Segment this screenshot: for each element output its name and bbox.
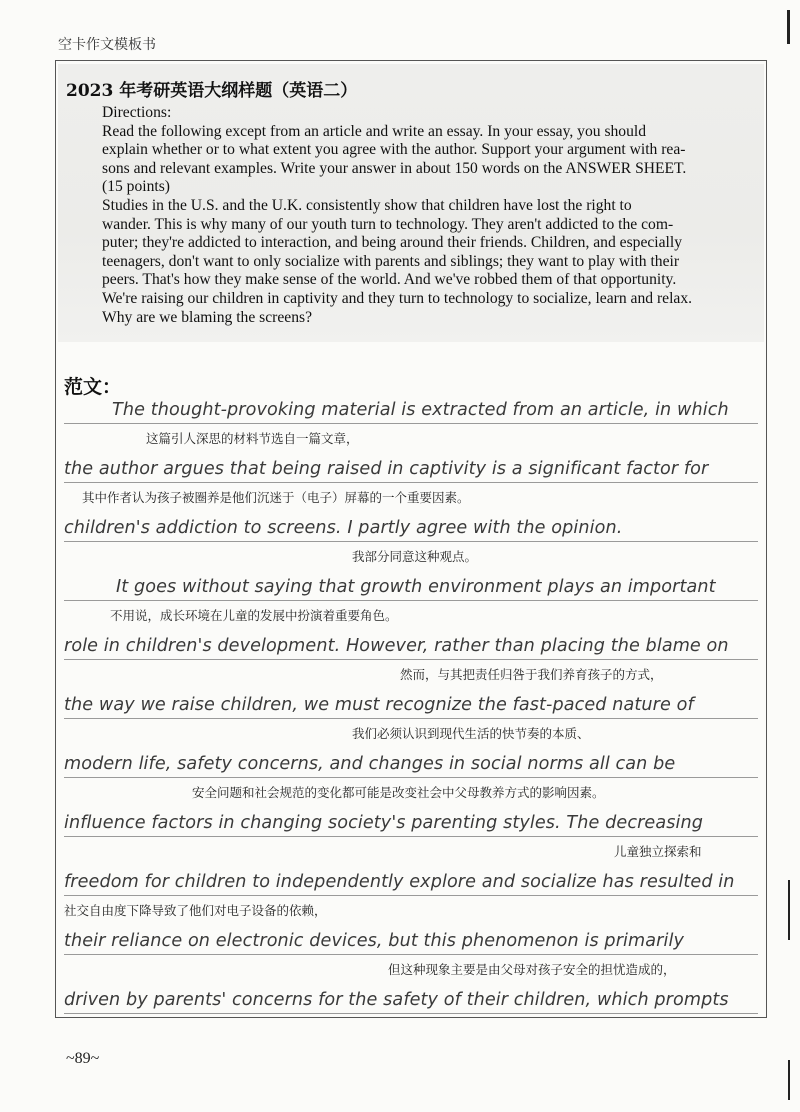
essay-line-en: the author argues that being raised in captivity is a significant factor for bbox=[64, 459, 709, 479]
writing-rule bbox=[64, 836, 758, 837]
scan-edge-mark bbox=[787, 10, 790, 44]
directions-line: Read the following except from an article and write an essay. In your essay, you should bbox=[102, 122, 647, 140]
passage-line: puter; they're addicted to interaction, and being around their friends. Children, and especially bbox=[102, 234, 683, 252]
writing-rule bbox=[64, 600, 758, 601]
essay-line-en: freedom for children to independently explore and socialize has resulted in bbox=[64, 872, 735, 892]
writing-rule bbox=[64, 1013, 758, 1014]
essay-line-en: children's addiction to screens. I partly agree with the opinion. bbox=[64, 518, 623, 538]
essay-line-cn: 其中作者认为孩子被圈养是他们沉迷于（电子）屏幕的一个重要因素。 bbox=[82, 490, 470, 505]
passage-line: teenagers, don't want to only socialize with parents and siblings; they want to play with their bbox=[102, 252, 680, 270]
essay-line-cn: 社交自由度下降导致了他们对电子设备的依赖， bbox=[64, 903, 327, 918]
essay-line-cn: 然而，与其把责任归咎于我们养育孩子的方式， bbox=[400, 667, 663, 682]
essay-heading: 范文： bbox=[64, 376, 122, 398]
essay-line-cn: 我部分同意这种观点。 bbox=[352, 549, 478, 564]
directions-line: (15 points) bbox=[102, 178, 171, 196]
essay-line-en: the way we raise children, we must recognize the fast-paced nature of bbox=[64, 695, 694, 715]
passage-line: Why are we blaming the screens? bbox=[102, 308, 312, 326]
essay-line-en: influence factors in changing society's parenting styles. The decreasing bbox=[64, 813, 704, 833]
essay-line-cn: 这篇引人深思的材料节选自一篇文章， bbox=[146, 431, 359, 446]
essay-line-en: their reliance on electronic devices, but this phenomenon is primarily bbox=[64, 931, 684, 951]
writing-rule bbox=[64, 423, 758, 424]
directions-line: explain whether or to what extent you agree with the author. Support your argument with rea- bbox=[102, 141, 686, 159]
passage-line: Studies in the U.S. and the U.K. consistently show that children have lost the right to bbox=[102, 196, 632, 214]
writing-rule bbox=[64, 777, 758, 778]
essay-line-en: The thought-provoking material is extracted from an article, in which bbox=[112, 400, 729, 420]
writing-rule bbox=[64, 659, 758, 660]
passage-line: We're raising our children in captivity and they turn to technology to socialize, learn and relax. bbox=[102, 289, 693, 307]
question-prompt bbox=[66, 104, 756, 327]
writing-rule bbox=[64, 954, 758, 955]
writing-rule bbox=[64, 482, 758, 483]
essay-line-cn: 但这种现象主要是由父母对孩子安全的担忧造成的， bbox=[388, 962, 676, 977]
page-number: ~89~ bbox=[66, 1050, 100, 1067]
essay-line-cn: 不用说，成长环境在儿童的发展中扮演着重要角色。 bbox=[110, 608, 398, 623]
essay-line-en: driven by parents' concerns for the safety of their children, which prompts bbox=[64, 990, 729, 1010]
essay-line-en: It goes without saying that growth environment plays an important bbox=[116, 577, 716, 597]
essay-line-en: role in children's development. However, rather than placing the blame on bbox=[64, 636, 729, 656]
scan-edge-mark bbox=[788, 1060, 790, 1100]
question-title: 2023 年考研英语大纲样题（英语二） bbox=[66, 81, 358, 101]
directions-line: sons and relevant examples. Write your answer in about 150 words on the ANSWER SHEET. bbox=[102, 159, 687, 177]
writing-rule bbox=[64, 895, 758, 896]
essay-line-cn: 安全问题和社会规范的变化都可能是改变社会中父母教养方式的影响因素。 bbox=[192, 785, 605, 800]
directions-label: Directions: bbox=[102, 104, 172, 121]
book-title: 空卡作文模板书 bbox=[58, 37, 156, 53]
scan-edge-mark bbox=[788, 880, 790, 940]
writing-rule bbox=[64, 541, 758, 542]
essay-line-en: modern life, safety concerns, and changes in social norms all can be bbox=[64, 754, 676, 774]
passage-line: peers. That's how they make sense of the world. And we've robbed them of that opportunity. bbox=[102, 271, 677, 289]
writing-rule bbox=[64, 718, 758, 719]
passage-line: wander. This is why many of our youth turn to technology. They aren't addicted to the com- bbox=[102, 215, 674, 233]
essay-line-cn: 儿童独立探索和 bbox=[614, 844, 702, 859]
essay-line-cn: 我们必须认识到现代生活的快节奏的本质、 bbox=[352, 726, 590, 741]
